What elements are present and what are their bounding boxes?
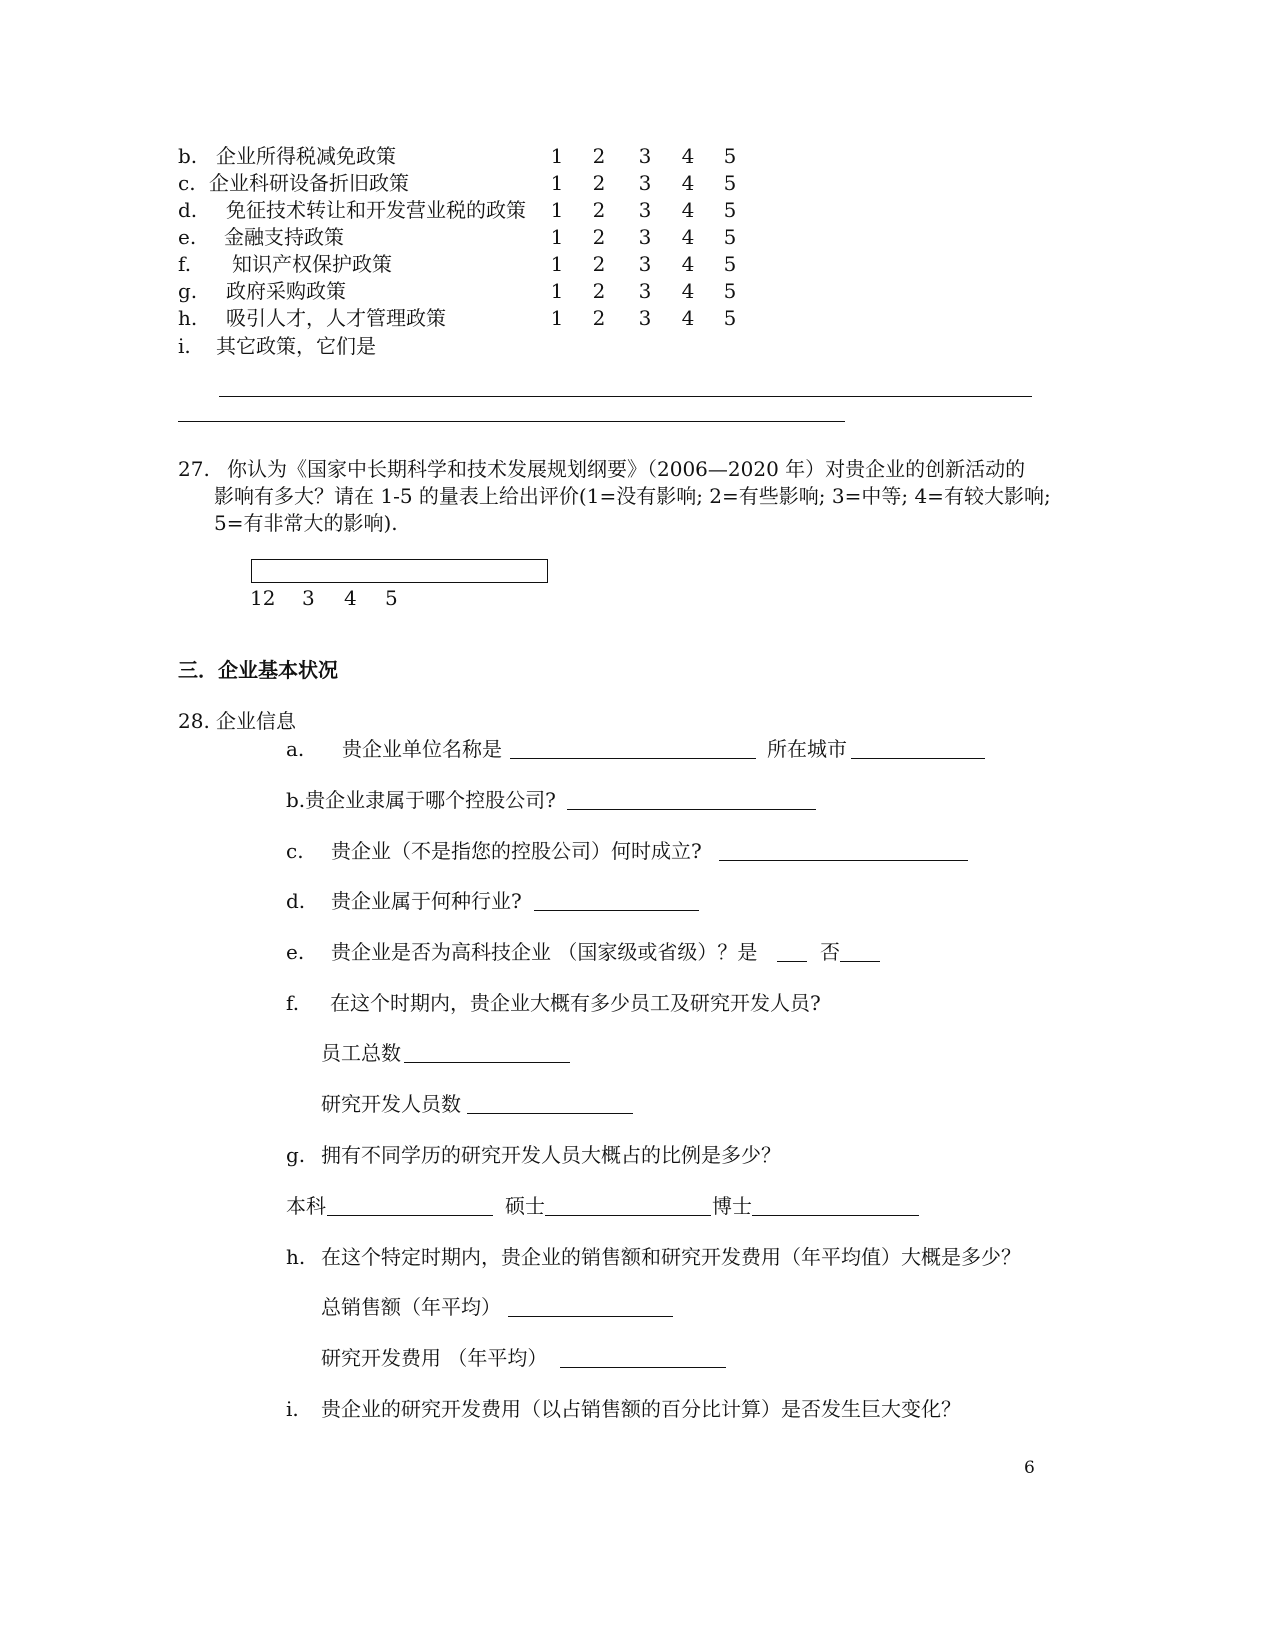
policy-item-label: 金融支持政策 (224, 225, 344, 249)
q27-line-1: 你认为《国家中长期科学和技术发展规划纲要》（2006—2020 年）对贵企业的创新活动的 (227, 457, 1026, 481)
q28-title: 企业信息 (216, 709, 296, 733)
company-name-field[interactable] (510, 758, 756, 759)
rating-option[interactable]: 5 (723, 171, 737, 195)
other-policy-answer-line-2[interactable] (178, 421, 845, 422)
q28g-text: 拥有不同学历的研究开发人员大概占的比例是多少？ (321, 1143, 781, 1167)
policy-item-label: 免征技术转让和开发营业税的政策 (226, 198, 526, 222)
holding-company-field[interactable] (567, 809, 816, 810)
rd-staff-field[interactable] (467, 1113, 633, 1114)
policy-item-letter: e. (178, 225, 197, 249)
rating-option[interactable]: 2 (592, 144, 606, 168)
rating-option[interactable]: 2 (592, 306, 606, 330)
rating-option[interactable]: 5 (723, 225, 737, 249)
other-policy-letter: i. (178, 334, 191, 358)
q28h-letter: h. (286, 1245, 306, 1269)
q28h-text: 在这个特定时期内，贵企业的销售额和研究开发费用（年平均值）大概是多少？ (321, 1245, 1021, 1269)
staff-total-field[interactable] (404, 1062, 570, 1063)
other-policy-text: 其它政策，它们是 (216, 334, 376, 358)
rating-option[interactable]: 1 (550, 144, 564, 168)
policy-item-letter: c. (178, 171, 196, 195)
q27-number: 27. (178, 457, 210, 481)
q28a-letter: a. (286, 737, 305, 761)
q28f-staff-label: 员工总数 (321, 1041, 401, 1065)
q28i-letter: i. (286, 1397, 299, 1421)
rating-option[interactable]: 2 (592, 225, 606, 249)
q27-rating-box[interactable] (251, 559, 548, 583)
q28e-text: 贵企业是否为高科技企业 （国家级或省级）？是 (331, 940, 758, 964)
q28d-letter: d. (286, 889, 306, 913)
rating-option[interactable]: 1 (550, 279, 564, 303)
q28-number: 28. (178, 709, 210, 733)
q28f-text: 在这个时期内，贵企业大概有多少员工及研究开发人员? (330, 991, 821, 1015)
policy-item-label: 企业所得税减免政策 (216, 144, 396, 168)
q28f-letter: f. (286, 991, 300, 1015)
policy-item-letter: h. (178, 306, 198, 330)
policy-item-label: 吸引人才，人才管理政策 (226, 306, 446, 330)
rating-option[interactable]: 4 (681, 144, 695, 168)
other-policy-answer-line-1[interactable] (219, 396, 1032, 397)
rating-option[interactable]: 3 (638, 144, 652, 168)
rating-option[interactable]: 3 (638, 171, 652, 195)
rating-option[interactable]: 2 (592, 279, 606, 303)
rating-option[interactable]: 5 (723, 252, 737, 276)
q27-scale-label: 12 (250, 586, 276, 610)
q28g-phd-label: 博士 (712, 1194, 752, 1218)
rating-option[interactable]: 5 (723, 306, 737, 330)
policy-item-letter: g. (178, 279, 198, 303)
city-field[interactable] (851, 758, 985, 759)
rd-expense-field[interactable] (560, 1367, 726, 1368)
rating-option[interactable]: 4 (681, 306, 695, 330)
q28a-text: 贵企业单位名称是 (342, 737, 502, 761)
policy-item-label: 企业科研设备折旧政策 (209, 171, 409, 195)
rating-option[interactable]: 3 (638, 252, 652, 276)
rating-option[interactable]: 1 (550, 198, 564, 222)
bachelor-ratio-field[interactable] (327, 1215, 493, 1216)
q28f-rd-label: 研究开发人员数 (321, 1092, 461, 1116)
rating-option[interactable]: 5 (723, 198, 737, 222)
rating-option[interactable]: 2 (592, 171, 606, 195)
q27-scale-label: 4 (344, 586, 357, 610)
q28c-text: 贵企业（不是指您的控股公司）何时成立? (331, 839, 702, 863)
q28g-letter: g. (286, 1143, 306, 1167)
rating-option[interactable]: 4 (681, 252, 695, 276)
rating-option[interactable]: 1 (550, 252, 564, 276)
policy-item-letter: f. (178, 252, 192, 276)
rating-option[interactable]: 4 (681, 171, 695, 195)
policy-item-label: 知识产权保护政策 (232, 252, 392, 276)
rating-option[interactable]: 3 (638, 225, 652, 249)
policy-item-letter: d. (178, 198, 198, 222)
q28e-no-label: 否 (820, 940, 840, 964)
q28a-city-label: 所在城市 (767, 737, 847, 761)
q28d-text: 贵企业属于何种行业? (331, 889, 522, 913)
q28g-master-label: 硕士 (505, 1194, 545, 1218)
rating-option[interactable]: 3 (638, 279, 652, 303)
section-title: 三．企业基本状况 (178, 658, 338, 682)
q27-line-2: 影响有多大？请在 1-5 的量表上给出评价(1=没有影响; 2=有些影响; 3=中等; 4=有较大影响; (214, 484, 1051, 508)
q28g-bachelor-label: 本科 (286, 1194, 326, 1218)
master-ratio-field[interactable] (545, 1215, 711, 1216)
rating-option[interactable]: 5 (723, 144, 737, 168)
q27-scale-label: 5 (385, 586, 398, 610)
rating-option[interactable]: 4 (681, 225, 695, 249)
page-number: 6 (1024, 1458, 1035, 1478)
high-tech-yes-field[interactable] (777, 961, 807, 962)
rating-option[interactable]: 2 (592, 198, 606, 222)
rating-option[interactable]: 4 (681, 279, 695, 303)
sales-field[interactable] (508, 1316, 673, 1317)
q28e-letter: e. (286, 940, 305, 964)
q28i-text: 贵企业的研究开发费用（以占销售额的百分比计算）是否发生巨大变化？ (321, 1397, 961, 1421)
q27-scale-label: 3 (302, 586, 315, 610)
q28c-letter: c. (286, 839, 304, 863)
rating-option[interactable]: 1 (550, 171, 564, 195)
q27-line-3: 5=有非常大的影响). (214, 511, 398, 535)
rating-option[interactable]: 2 (592, 252, 606, 276)
rating-option[interactable]: 1 (550, 225, 564, 249)
policy-item-label: 政府采购政策 (226, 279, 346, 303)
rating-option[interactable]: 3 (638, 198, 652, 222)
q28b-text: b.贵企业隶属于哪个控股公司? (286, 788, 556, 812)
high-tech-no-field[interactable] (840, 961, 880, 962)
phd-ratio-field[interactable] (752, 1215, 919, 1216)
founded-date-field[interactable] (719, 860, 968, 861)
q28h-sales-label: 总销售额（年平均） (321, 1295, 501, 1319)
rating-option[interactable]: 3 (638, 306, 652, 330)
rating-option[interactable]: 4 (681, 198, 695, 222)
policy-item-letter: b. (178, 144, 198, 168)
rating-option[interactable]: 1 (550, 306, 564, 330)
rating-option[interactable]: 5 (723, 279, 737, 303)
q28h-rd-label: 研究开发费用 （年平均） (321, 1346, 548, 1370)
industry-field[interactable] (534, 910, 699, 911)
